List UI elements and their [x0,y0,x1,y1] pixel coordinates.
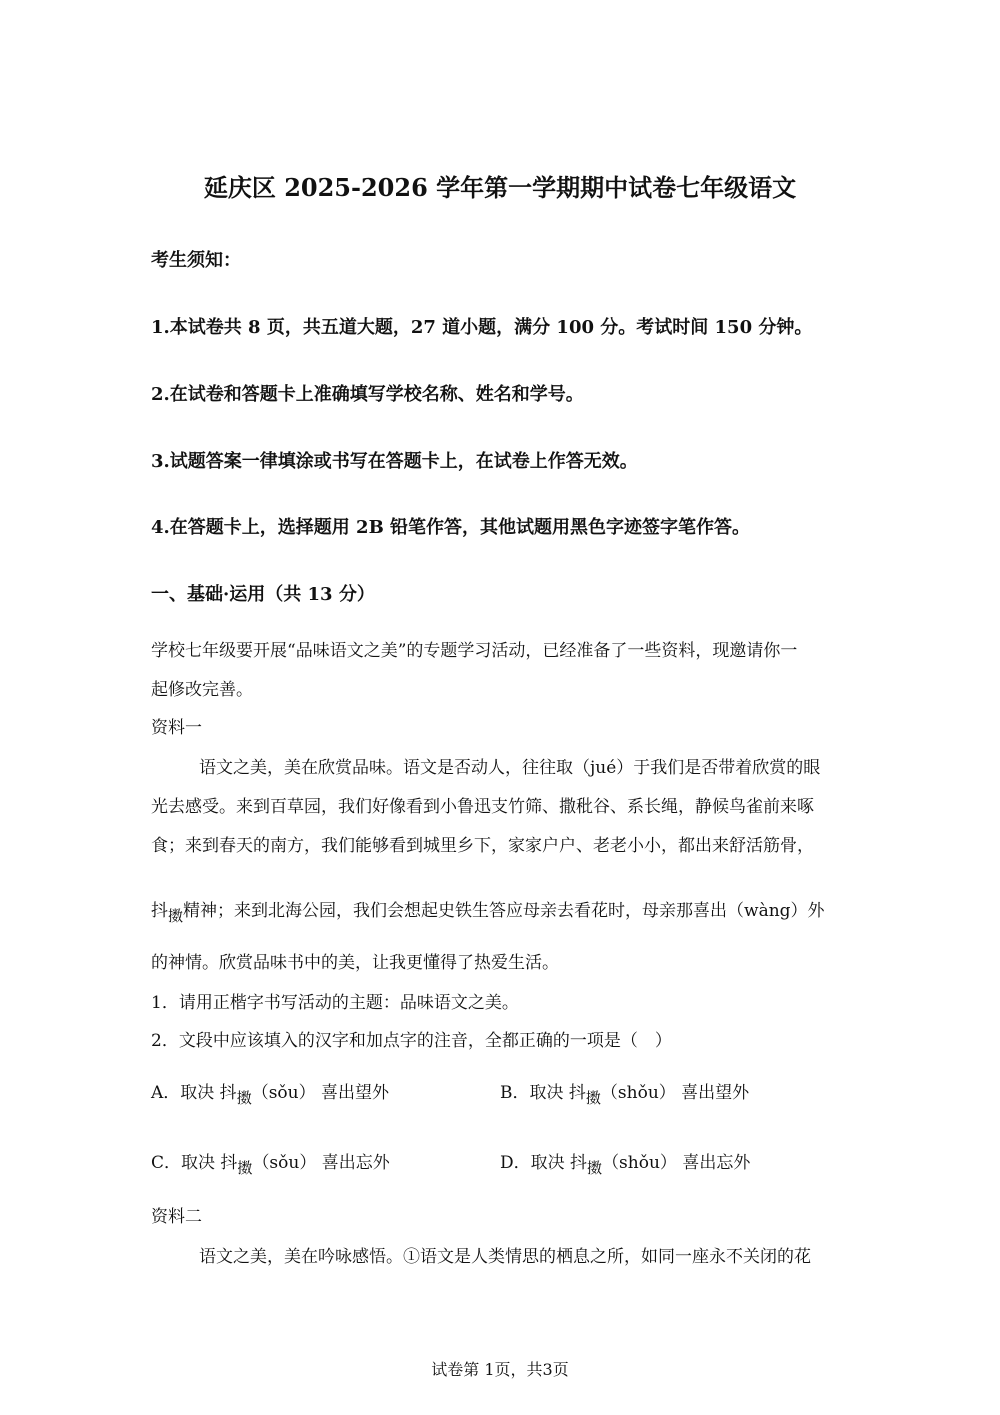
option-c-rest: （sǒu） 喜出忘外 [252,1153,390,1173]
intro-line-1: 学校七年级要开展“品味语文之美”的专题学习活动，已经准备了一些资料，现邀请你一 [151,641,798,661]
option-b-label: B．取决 抖 [500,1083,586,1103]
option-b-rest: （shǒu） 喜出望外 [600,1083,750,1103]
line-4-rest: 精神；来到北海公园，我们会想起史铁生答应母亲去看花时，母亲那喜出（wàng）外 [183,901,825,921]
line-4-prefix: 抖 [151,901,168,921]
material-one-label: 资料一 [151,718,202,738]
option-d-subscript: 擞 [587,1159,603,1177]
page-title: 延庆区 2025-2026 学年第一学期期中试卷七年级语文 [203,173,797,202]
notice-item-2: 2.在试卷和答题卡上准确填写学校名称、姓名和学号。 [151,384,584,405]
intro-line-2: 起修改完善。 [151,680,253,700]
notice-item-3: 3.试题答案一律填涂或书写在答题卡上，在试卷上作答无效。 [151,451,638,472]
notice-heading: 考生须知： [151,250,241,271]
notice-item-4: 4.在答题卡上，选择题用 2B 铅笔作答，其他试题用黑色字迹签字笔作答。 [151,517,751,538]
material-one-line-2: 光去感受。来到百草园，我们好像看到小鲁迅支竹筛、撒秕谷、系长绳，静候鸟雀前来啄 [151,797,814,817]
option-c[interactable] [151,1148,390,1177]
option-c-label: C．取决 抖 [151,1153,238,1173]
option-d-label: D．取决 抖 [500,1153,588,1173]
option-b-subscript: 擞 [585,1089,601,1107]
material-one-line-3: 食；来到春天的南方，我们能够看到城里乡下，家家户户、老老小小，都出来舒活筋骨， [151,836,814,856]
option-a[interactable] [151,1078,390,1107]
option-d-rest: （shǒu） 喜出忘外 [602,1153,751,1173]
option-c-subscript: 擞 [237,1159,253,1177]
material-one-line-5: 的神情。欣赏品味书中的美，让我更懂得了热爱生活。 [151,953,559,973]
material-two-label: 资料二 [151,1207,202,1227]
line-4-subscript-char: 擞 [168,907,184,925]
material-one-line-4 [151,896,825,925]
question-2: 2．文段中应该填入的汉字和加点字的注音，全都正确的一项是（ ） [151,1031,672,1051]
option-d[interactable] [500,1148,751,1177]
option-a-label: A．取决 抖 [151,1083,237,1103]
section-heading: 一、基础·运用（共 13 分） [151,584,375,605]
notice-item-1: 1.本试卷共 8 页，共五道大题，27 道小题，满分 100 分。考试时间 150 分钟。 [151,317,813,338]
page-footer: 试卷第 1页，共3页 [431,1360,569,1379]
material-one-line-1: 语文之美，美在欣赏品味。语文是否动人，往往取（jué）于我们是否带着欣赏的眼 [199,758,821,778]
option-a-subscript: 擞 [236,1089,252,1107]
material-two-line-1: 语文之美，美在吟咏感悟。①语文是人类情思的栖息之所，如同一座永不关闭的花 [199,1247,811,1267]
option-b[interactable] [500,1078,750,1107]
question-1: 1．请用正楷字书写活动的主题：品味语文之美。 [151,993,519,1013]
option-a-rest: （sǒu） 喜出望外 [251,1083,390,1103]
